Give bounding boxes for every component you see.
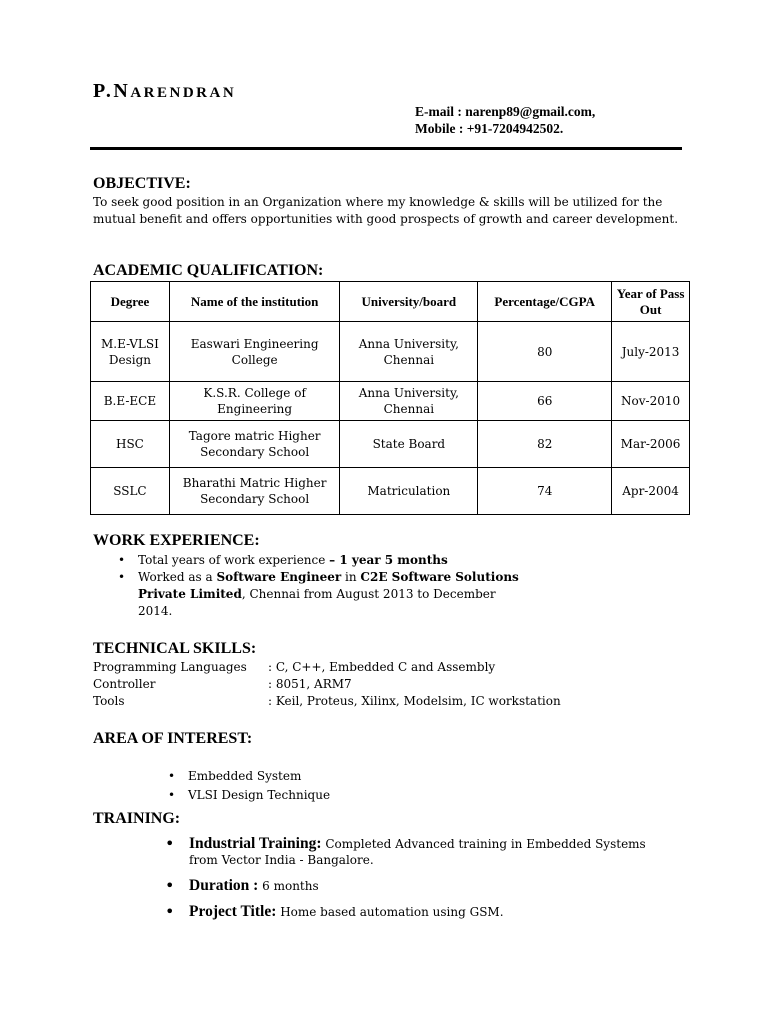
work-heading: WORK EXPERIENCE: <box>93 532 260 549</box>
table-cell: Mar-2006 <box>612 421 690 468</box>
table-cell: Bharathi Matric Higher Secondary School <box>169 468 340 515</box>
objective-text: To seek good position in an Organization where my knowledge & skills will be utilized for the mutual benefit and offers opportunities with good prospects of growth and career development. <box>93 195 679 226</box>
table-cell: Anna University, Chennai <box>340 322 478 382</box>
contact-block <box>415 103 595 137</box>
bullet-icon: • <box>168 788 176 802</box>
column-header: University/board <box>340 282 478 322</box>
skills-block <box>93 659 561 710</box>
interest-heading: AREA OF INTEREST: <box>93 730 253 747</box>
list-item: • Duration : 6 months <box>165 876 319 895</box>
training-heading: TRAINING: <box>93 810 181 827</box>
table-row <box>91 382 690 421</box>
table-cell: SSLC <box>91 468 170 515</box>
list-item: • Industrial Training: Completed Advanced training in Embedded Systems from Vector India - Bangalore. <box>165 834 646 867</box>
table-row <box>91 322 690 382</box>
table-row <box>91 421 690 468</box>
column-header: Percentage/CGPA <box>478 282 612 322</box>
table-cell: State Board <box>340 421 478 468</box>
table-cell: K.S.R. College of Engineering <box>169 382 340 421</box>
table-cell: 66 <box>478 382 612 421</box>
work-list <box>114 552 519 620</box>
email-line: E-mail : narenp89@gmail.com, <box>415 104 596 119</box>
list-item: • Embedded System <box>164 767 330 786</box>
table-header-row <box>91 282 690 322</box>
bullet-icon: • <box>168 769 176 783</box>
table-row <box>91 468 690 515</box>
candidate-name <box>93 80 236 103</box>
bullet-icon: • <box>165 876 175 895</box>
list-item: • Worked as a Software Engineer in C2E Software Solutions Private Limited, Chennai from August 2013 to December 2014. <box>118 570 519 618</box>
table-cell: M.E-VLSI Design <box>91 322 170 382</box>
table-cell: Tagore matric Higher Secondary School <box>169 421 340 468</box>
table-cell: July-2013 <box>612 322 690 382</box>
bullet-icon: • <box>165 902 175 921</box>
skills-heading: TECHNICAL SKILLS: <box>93 640 257 657</box>
mobile-line: Mobile : +91-7204942502. <box>415 121 564 136</box>
table-cell: Matriculation <box>340 468 478 515</box>
skill-row: Controller : 8051, ARM7 <box>93 677 352 691</box>
list-item: • VLSI Design Technique <box>164 786 330 805</box>
academic-heading: ACADEMIC QUALIFICATION: <box>93 262 324 279</box>
table-cell: 74 <box>478 468 612 515</box>
table-cell: Nov-2010 <box>612 382 690 421</box>
table-cell: B.E-ECE <box>91 382 170 421</box>
objective-heading: OBJECTIVE: <box>93 175 191 192</box>
header-divider <box>90 147 682 150</box>
column-header: Year of Pass Out <box>612 282 690 322</box>
table-cell: Easwari Engineering College <box>169 322 340 382</box>
column-header: Degree <box>91 282 170 322</box>
name-rest: ARENDRAN <box>130 85 237 101</box>
list-item: • Total years of work experience – 1 year 5 months <box>118 553 448 567</box>
table-cell: 82 <box>478 421 612 468</box>
table-cell: HSC <box>91 421 170 468</box>
skill-row: Tools : Keil, Proteus, Xilinx, Modelsim, IC workstation <box>93 694 561 708</box>
name-initial: P.N <box>93 80 131 102</box>
skill-row: Programming Languages : C, C++, Embedded C and Assembly <box>93 660 496 674</box>
academic-table <box>90 281 690 515</box>
bullet-icon: • <box>165 834 175 853</box>
training-list <box>165 836 646 920</box>
bullet-icon: • <box>118 570 126 584</box>
list-item: • Project Title: Home based automation using GSM. <box>165 902 504 921</box>
table-cell: 80 <box>478 322 612 382</box>
column-header: Name of the institution <box>169 282 340 322</box>
interest-list <box>164 767 330 805</box>
table-cell: Apr-2004 <box>612 468 690 515</box>
bullet-icon: • <box>118 553 126 567</box>
table-cell: Anna University, Chennai <box>340 382 478 421</box>
